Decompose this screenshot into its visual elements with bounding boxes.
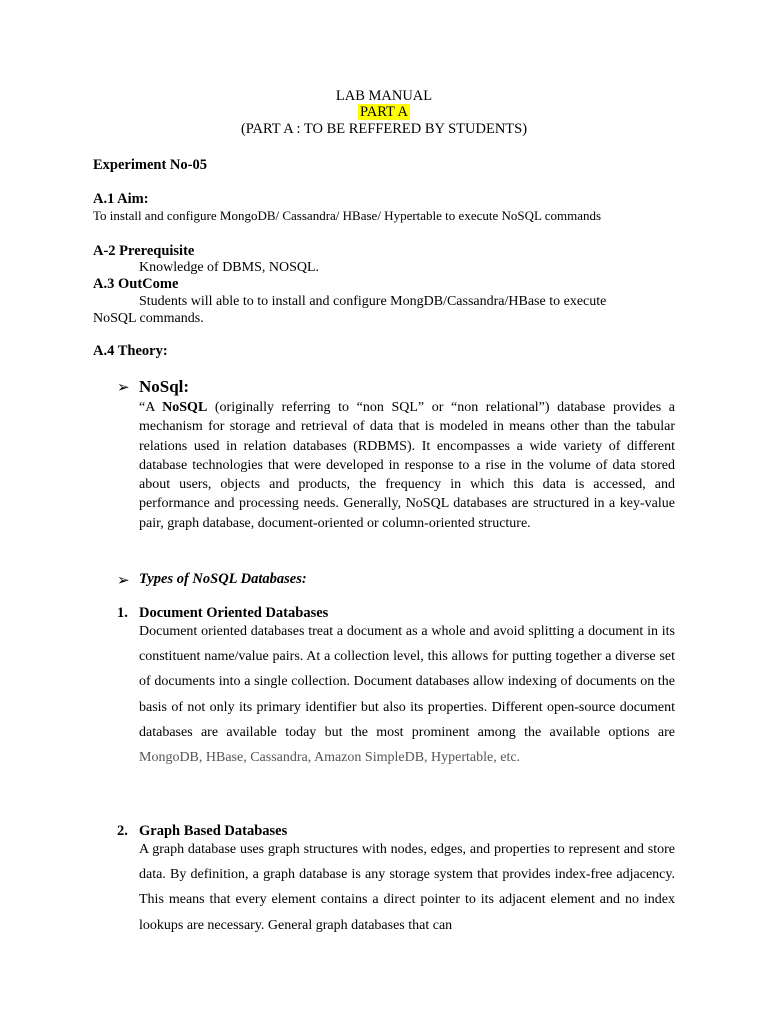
nosql-title: NoSql: <box>139 377 190 396</box>
doc-title: LAB MANUAL <box>335 88 433 104</box>
doc-db-paragraph <box>139 619 675 770</box>
graph-db-heading: Graph Based Databases <box>139 823 288 839</box>
arrow-bullet-icon: ➢ <box>117 380 130 396</box>
aim-heading: A.1 Aim: <box>93 191 149 207</box>
part-subtitle: (PART A : TO BE REFFERED BY STUDENTS) <box>240 121 528 137</box>
nosql-quote-open: “A <box>139 400 163 415</box>
part-label-wrap <box>0 104 768 121</box>
theory-heading: A.4 Theory: <box>93 343 168 359</box>
outcome-line1: Students will able to to install and configure MongDB/Cassandra/HBase to execute <box>139 294 607 309</box>
part-label: PART A <box>360 104 408 120</box>
nosql-body: (originally referring to “non SQL” or “non relational”) database provides a mechanism for storage and retrieval of data that is modeled in means other than the tabular relations used in relation databases (RDBMS). It encompasses a wide variety of different database technologies that were developed in response to a rise in the volume of data stored about users, objects and products, the frequency in which this data is accessed, and performance and processing needs. Generally, NoSQL databases are structured in a key-value pair, graph database, document-oriented or column-oriented structure. <box>139 400 675 531</box>
outcome-heading: A.3 OutCome <box>93 276 179 292</box>
prereq-text: Knowledge of DBMS, NOSQL. <box>139 260 320 275</box>
nosql-paragraph <box>139 398 675 533</box>
aim-text: To install and configure MongoDB/ Cassandra/ HBase/ Hypertable to execute NoSQL commands <box>93 208 602 223</box>
graph-db-paragraph: A graph database uses graph structures with nodes, edges, and properties to represent and store data. By definition, a graph database is any storage system that provides index-free adjacency. This means that every element contains a direct pointer to its adjacent element and no index lookups are necessary. General graph databases that can <box>139 842 675 933</box>
list-number-2: 2. <box>117 823 128 839</box>
doc-db-heading: Document Oriented Databases <box>139 605 329 621</box>
types-heading: Types of NoSQL Databases: <box>139 571 307 587</box>
outcome-line2: NoSQL commands. <box>93 311 204 326</box>
experiment-number: Experiment No-05 <box>93 157 207 173</box>
nosql-term: NoSQL <box>162 400 208 415</box>
list-number-1: 1. <box>117 605 128 621</box>
doc-db-body: Document oriented databases treat a document as a whole and avoid splitting a document in its constituent name/value pairs. At a collection level, this allows for putting together a diverse set of documents into a single collection. Document databases allow indexing of documents on the basis of not only its primary identifier but also its properties. Different open-source document databases are available today but the most prominent among the available options are <box>139 624 675 740</box>
prereq-heading: A-2 Prerequisite <box>93 243 195 259</box>
doc-db-examples: MongoDB, HBase, Cassandra, Amazon SimpleDB, Hypertable, etc. <box>139 750 521 766</box>
arrow-bullet-icon: ➢ <box>117 573 130 589</box>
